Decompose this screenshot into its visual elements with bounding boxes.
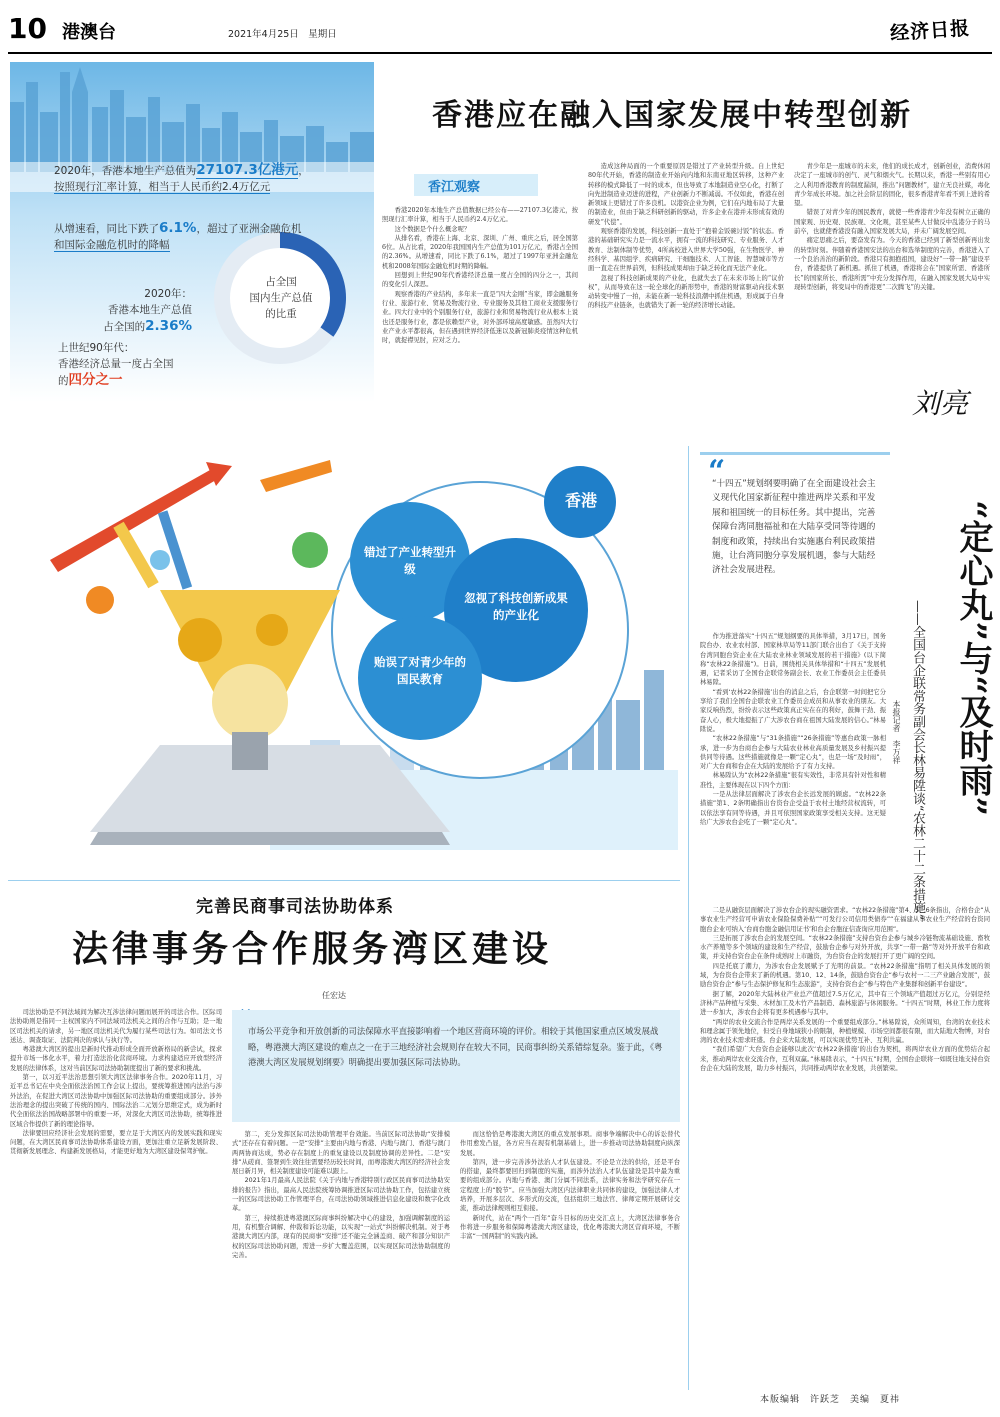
- header-rule: [8, 52, 992, 54]
- top-para: 观察香港的产业结构，多年来一直是“四大金刚”当家，即金融服务行业、旅游行业、贸易及物流行业、专业服务及其他工商业支援服务行业。四大行业中的个别服务行业，旅游行业和贸易物流行业从根本上说也还是服务行业，都是依赖型产业，对外部环境高度敏感。虽然四大行业产业水平都很高，但在遇到世界经济低迷以及新冠肺炎疫情这种危机时，就捉襟见肘，应对乏力。: [382, 290, 578, 345]
- bottom-quote-box: [232, 1010, 680, 1122]
- right-article-body-upper: [700, 632, 886, 902]
- section-title: 港澳台: [62, 22, 116, 43]
- newspaper-logo: 经济日报: [889, 17, 971, 45]
- stat-growth-value: 6.1%: [159, 220, 197, 236]
- bottom-para: 第二，充分发挥区际司法协助管理平台效能。当前区际司法协助“安排模式”还存在有着问题。一是“安排”主要由内地与香港、内地与澳门、香港与澳门两两协商达成，势必存在制度上的重复建设以及制度协调的差异性。二是“安排”从磋商、签署到生效往往需要经历较长时间，而粤港澳大湾区的经济社会发展日新月异，相关制度建设可能难以跟上。: [232, 1131, 450, 1176]
- right-article-title: “定心丸”与“及时雨”: [953, 500, 993, 817]
- donut-label-3: 的比重: [265, 308, 297, 320]
- stat-share-year: 2020年：: [144, 288, 192, 300]
- stat-gdp: [54, 162, 374, 195]
- column-tag: [414, 174, 538, 196]
- right-para: 据了解，2020年大陆林业产业总产值超过7.5万亿元，其中有三个领域产值超过万亿元，分别是经济林产品种植与采集、木材加工及木竹产品制造、森林旅游与休闲服务。“十四五”时期，林业工作力度将进一步加大，涉农台企将有更多机遇参与其中。: [700, 990, 990, 1017]
- stat-share: [52, 286, 192, 335]
- stat-1990s-prefix: 的: [58, 375, 69, 387]
- quote-open-icon: “: [708, 454, 726, 489]
- right-article-body-lower: [700, 906, 990, 1388]
- right-para: 林易陞认为“农林22条措施”很有实效性，非常具有针对性和精准性，主要体现在以下四个方面：: [700, 772, 886, 789]
- right-quote-box: [700, 452, 890, 620]
- stat-growth-suffix: ，超过了亚洲金融危机: [196, 223, 302, 235]
- right-para: “看到‘农林22条措施’出台的消息之后，台企联第一时间把它分享给了我们全国台企联农业工作委员会成员和从事农业的朋友。大家反响热烈，纷纷表示这些政策真正实在在的利好，鼓舞干劲、振奋人心，极大地提振了广大涉农台商在祖国大陆发展的信心。”林易陞说。: [700, 688, 886, 733]
- stat-growth: [54, 220, 374, 253]
- bottom-para: 第一，以习近平法治思想引领大湾区法律事务合作。2020年11月，习近平总书记在中央全面依法治国工作会议上提出，要统筹推进国内法治与涉外法治，在促进大湾区司法协助中加强区际司法协助的重要组成部分。涉外法治理念的提出突破了传统的国内、国际法治二元划分思维定式，成为新时代全面依法治国战略部署中的重要一环，对深化大湾区司法协助，统筹推进区域合作提供了新的理论指导。: [10, 1074, 222, 1128]
- right-para: “我们希望广大台资台企能够以此次‘农林22条措施’的出台为契机，将两岸农业方面的优势结合起来，推动两岸农业交流合作，互利双赢。”林易陞表示，“十四五”时期，全国台企联将一如既往地支持台资台企在大陆的发展，助力乡村振兴，共同推动两岸农业发展，共创繁荣。: [700, 1046, 990, 1073]
- stat-gdp-rmb: 按照现行汇率计算，相当于人民币约2.4万亿元: [54, 181, 271, 193]
- bottom-article-title: 法律事务合作服务湾区建设: [72, 929, 553, 970]
- top-para: 造成这种局面的一个重要原因是错过了产业转型升级。自上世纪80年代开始，香港的制造业开始向内地和东南亚地区转移，这种产业转移的模式降低了一时的成本，但也导致了本地制造业空心化，打断了向先进制造业迈进的进程，产业创新力不断减弱。不仅如此，香港在创新领域上更错过了许多良机。以港资企业为例，它们在内地布局了大量的制造业，但由于缺乏科研创新的驱动，许多企业在港并未形成有效的研发“代偿”。: [588, 163, 784, 226]
- bubble-education: 贻误了对青少年的国民教育: [374, 655, 466, 686]
- bottom-quote-text: 市场公平竞争和开放创新的司法保障水平直接影响着一个地区营商环境的评价。相较于其他国家重点区域发展战略，粤港澳大湾区建设的难点之一在于三地经济社会规则存在较大不同，民商事纠纷关系错综复杂。鉴于此，《粤港澳大湾区发展规划纲要》明确提出要加强区际司法协助。: [248, 1026, 663, 1068]
- bottom-para: 而这恰恰是粤港澳大湾区的重点发展事项。商事争端解决中心的诉讼替代作用愈发凸显，各方应当在现有机制基础上，进一步推动司法协助制度向纵深发展。: [460, 1131, 680, 1157]
- issue-date: 2021年4月25日 星期日: [228, 29, 337, 40]
- top-para: 回想到上世纪90年代香港经济总量一度占全国的四分之一，其间的变化引人深思。: [382, 272, 578, 289]
- right-para: 一是从法律层面解决了涉农台企长远发展的顾虑。“农林22条措施”第1、2条明确指出台资台企受益于农村土地经营权流转，可以依法享有同等待遇，并且可依照国家政策享受相关支持。这无疑给广大涉农台企吃了一颗“定心丸”。: [700, 791, 886, 826]
- top-para: 观察香港的发展，科技创新一直处于“抱着金饭碗讨饭”的状态。香港的基础研究实力是一流水平，拥有一流的科技研究、专业服务、人才教育、法制体制等优势，4所高校进入世界大学50强，在生物医学、神经科学、基因组学、疾病研究、干细胞技术、人工智能、智慧城市等方面一直走在世界前列，但科技成果却由于缺乏转化而无法产业化。: [588, 228, 784, 273]
- column-tag-label: 香江观察: [428, 180, 481, 195]
- bottom-article-col1: [10, 1008, 222, 1392]
- author-signature: 刘亮: [912, 387, 969, 420]
- stat-share-prefix: 占全国的: [103, 321, 146, 333]
- right-quote-text: “十四五”规划纲要明确了在全面建设社会主义现代化国家新征程中推进两岸关系和平发展和祖国统一的目标任务。其中提出，完善保障台湾同胞福祉和在大陆享受同等待遇的制度和政策，持续出台实施惠台利民政策措施，让台湾同胞分享发展机遇，参与大陆经济社会发展进程。: [712, 479, 876, 576]
- gdp-infographic: [10, 62, 374, 402]
- stat-1990s-year: 上世纪90年代：: [58, 342, 135, 354]
- stat-growth-line2: 和国际金融危机时的降幅: [54, 239, 170, 251]
- donut-label: [242, 274, 320, 322]
- donut-label-1: 占全国: [265, 276, 297, 288]
- top-article-col3: [794, 162, 990, 376]
- bubble-technology: 忽视了科技创新成果的产业化: [464, 591, 568, 622]
- bottom-article-byline: 任宏达: [322, 991, 346, 1000]
- bottom-para: 法律要回应经济社会发展的需要，要立足于大湾区内的发展实践和现实问题，在大湾区民商事司法协助体系建设方面，更加注重立足新发展阶段、贯彻新发展理念、构建新发展格局，才能更好地为大湾区建设保驾护航。: [10, 1129, 222, 1156]
- right-para: “农林22条措施”与“31条措施”“26条措施”等惠台政策一脉相承，进一步为台商台企参与大陆农业林业高质量发展及乡村振兴提供同等待遇。这些措施就像是一颗“定心丸”，也是一场“及时雨”，对广大台商和台企在大陆的发展给予了有力支持。: [700, 735, 886, 771]
- top-para: 青少年是一座城市的未来，他们的成长成才，创新创业，消费休闲决定了一座城市的创气、灵气和烟火气。长期以来，香港一些别有用心之人利用香港教育的制度漏洞，推出“问题教材”，建立无良社媒，毒化青少年成长环境。加之社会阶层的固化，很多香港青年看不到上进的希望。: [794, 163, 990, 208]
- bottom-para: 2021年1月最高人民法院《关于内地与香港特别行政区民商事司法协助安排的报告》指出，最高人民法院统筹协调推进区际司法协助工作，包括建立统一的区际司法协助工作管理平台，在司法协助领域推进信息化建设和数字化改革。: [232, 1177, 450, 1213]
- top-article-col1: [382, 206, 578, 402]
- right-column-divider: [688, 446, 689, 1390]
- stat-1990s-line2: 香港经济总量一度占全国: [58, 358, 174, 370]
- right-para: 二是从融资层面解决了涉农台企的现实融资需求。“农林22条措施”第4、5、6条指出，合格台企“从事农业生产经营可申请农业保险保费补贴”“可发行公司信用类债券”“在福建从事农业生产经营的台资同胞台企业可纳入‘台商台胞金融信用证书’和台企台胞征信查询应用范围”。: [700, 907, 990, 933]
- bottom-para: 第三，持续推进粤港澳区际商事纠纷解决中心的建设，加强调解制度的运用，有机整合调解、仲裁和诉讼功能，以实现“一站式”纠纷解决机制。对于粤港澳大湾区内部，现有的民商事“安排”还不能完全涵盖商、破产和部分知识产权的区际司法协助问题，需进一步扩大覆盖范围，以实现区际司法协助制度的完善。: [232, 1214, 450, 1259]
- right-para: 四是托底了潮力，为涉农台企发展赋予了光明的前景。“农林22条措施”指明了相关具体发展的领域，为台资台企带来了新的机遇。第10、12、14条，鼓励台资台企“参与农村一二三产业融合发展”，鼓励台资台企“参与生态保护修复和生态旅游”，支持台资台企“参与特色产业集群和创新平台建设”。: [700, 962, 990, 989]
- top-para: 从排名看，香港在上海、北京、深圳、广州、重庆之后，居全国第6位。从占比看，2020年我国国内生产总值为101万亿元，香港占全国的2.36%。从增速看，同比下跌了6.1%，超过了1997年亚洲金融危机和2008年国际金融危机时期的降幅。: [382, 234, 578, 270]
- footer-editors: 本版编辑 许跃芝 美编 夏祎: [760, 1395, 901, 1405]
- stat-gdp-prefix: 2020年，香港本地生产总值为: [54, 165, 197, 177]
- stat-share-label: 香港本地生产总值: [108, 304, 192, 316]
- hk-label: 香港: [564, 491, 597, 510]
- top-para: 错误了对青少年的国民教育，就使一些香港青少年没有树立正确的国家观、历史观、民族观、文化观，甚至某些人甘做反中乱港分子的马前卒，也就使香港没有融入国家发展大局，并未广阔发展空间。: [794, 209, 990, 236]
- bottom-para: 司法协助是不同法域间为解决互涉法律问题而展开的司法合作。区际司法协助则是指同一主权国家内不同法域司法机关之间的合作与互助；是一地区司法机关的请求，另一地区司法机关代为履行某些司法行为。如司法文书送达、调查取证、法院判决的承认与执行等。: [10, 1009, 222, 1044]
- top-article-col2: [588, 162, 784, 402]
- stat-1990s-value: 四分之一: [68, 372, 123, 388]
- top-para: 忽视了科技创新成果的产业化，也就失去了在未来市场上的“议价权”，从而导致在这一轮全球化的新形势中，香港的财富驱动向技术驱动转变中慢了一拍，未能在新一轮科技浪潮中抓住机遇，形成属于自身的科技产业链条，也就错失了新一轮的经济增长动能。: [588, 274, 784, 310]
- bottom-article-rule: [8, 880, 680, 881]
- page-number: 10: [8, 12, 47, 45]
- top-para: 痛定思痛之后，要奋发有为。今天的香港已经到了新型创新再出发的转型时刻。伴随着香港国安法的出台和选举制度的完善，香港进入了一个良治善治的新阶段。香港只有拥抱祖国，建设好“一带一路”建设平台，香港提供了新机遇。抓住了机遇，香港将会在“国家所需、香港所长”的国家所长、香港所需”中充分发挥作用，在融入国家发展大局中实现转型创新，将变局中的香港更“二次腾飞”的关键。: [794, 237, 990, 291]
- bottom-article-subtitle: 完善民商事司法协助体系: [196, 897, 394, 917]
- stat-share-value: 2.36%: [145, 318, 192, 334]
- right-para: “两岸的农业交流合作是两岸关系发展的一个重要组成部分。”林易陞说，众所周知，台湾的农业技术和理念属于领先地位，但受自身地域狭小的限制，种植规模、市场空间都很有限，而大陆地大物博，对台湾的农业技术需求旺盛。台企来大陆发展，可以实现优势互补、互利共赢。: [700, 1018, 990, 1045]
- top-para: 这个数据是个什么概念呢？: [394, 225, 471, 233]
- right-article-subtitle: ——全国台企联常务副会长林易陞谈“农林二十二条措施”: [910, 600, 925, 921]
- stat-growth-prefix: 从增速看，同比下跌了: [54, 223, 159, 235]
- right-para: 三是拓展了涉农台企的发展空间。“农林22条措施”支持台资台企参与城乡冷链物流基础设施、畜牧水产养殖等多个领域的建设和生产经营，鼓励台企参与对外开放，共享“一带一路”等对外开放平台和政策，并支持台资台企在条件成熟时上市融资，为台资台企的发展打开了更广阔的空间。: [700, 934, 990, 961]
- bottom-article-col2: [232, 1130, 450, 1392]
- bottom-article-col3: [460, 1130, 680, 1392]
- donut-label-2: 国内生产总值: [249, 292, 313, 304]
- bottom-para: 粤港澳大湾区的提出是新时代推动形成全面开放新格局的新尝试，探求提升市场一体化水平，着力打造法治化营商环境。力求构建适应开放型经济发展的法律体系，这对当前区际司法协助制度提出了新的要求和挑战。: [10, 1046, 222, 1072]
- stat-gdp-suffix: ，: [298, 165, 309, 177]
- bottom-para: 新时代，站在“两个一百年”奋斗目标的历史交汇点上，大湾区法律事务合作将进一步服务和保障粤港澳大湾区建设，优化粤港澳大湾区营商环境，不断丰富“一国两制”的实践内涵。: [460, 1214, 680, 1241]
- hongkong-illustration: [10, 440, 678, 850]
- stat-1990s: [58, 340, 228, 389]
- top-article-title: 香港应在融入国家发展中转型创新: [432, 98, 912, 133]
- bottom-para: 第四，进一步完善涉外法治人才队伍建设。不论是立法的供给，还是平台的搭建，最终都要回归到制度的实施，而涉外法治人才队伍建设是其中最为重要的组成部分。内地与香港、澳门分属不同法系，法律实务和法学研究存在一定程度上的“脱节”。应当加强大湾区内法律职业共同体的建设，加强法律人才培养，开展多层次、多形式的交流，包括组织三地法官、律师定期开展研讨交流，推动法律规则相互衔接。: [460, 1158, 680, 1213]
- stat-gdp-value: 27107.3亿港元: [196, 162, 299, 178]
- right-para: 作为推进落实“十四五”规划纲要的具体举措，3月17日，国务院台办、农业农村部、国家林草局等11部门联合出台了《关于支持台湾同胞台资企业在大陆农业林业领域发展的若干措施》(以下简称“农林22条措施”)。日前，围绕相关具体举措和“十四五”发展机遇，记者采访了全国台企联常务副会长、农业工作委员会主任委员林易陞。: [700, 633, 886, 687]
- bubble-industry: 错过了产业转型升级: [364, 545, 456, 576]
- right-article-byline: 本报记者 李万祥: [892, 700, 901, 764]
- top-para: 香港2020年本地生产总值数据已经公布——27107.3亿港元，按照现行汇率计算，相当于人民币约2.4万亿元。: [382, 207, 578, 224]
